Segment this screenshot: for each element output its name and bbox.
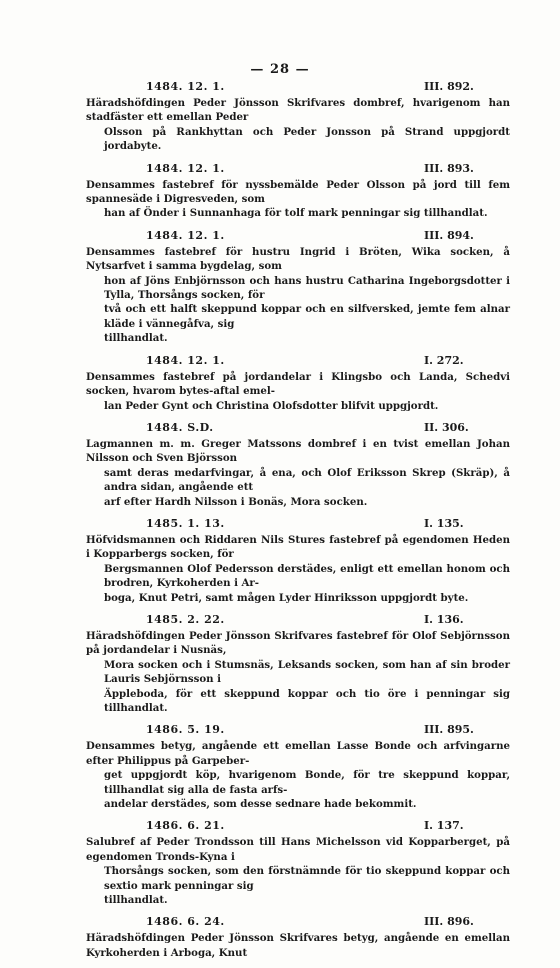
document-entry: [86, 517, 510, 605]
entry-text-line: Lagmannen m. m. Greger Matssons dombref i en tvist emellan Johan Nilsson och Sven Björsson: [86, 437, 510, 465]
entry-header: [86, 915, 510, 931]
entry-reference: II. 306.: [424, 420, 469, 434]
entry-header: [86, 723, 510, 739]
entry-header: [86, 162, 510, 178]
entry-header: [86, 80, 510, 96]
entry-text-line: arf efter Hardh Nilsson i Bonäs, Mora socken.: [104, 495, 368, 508]
entry-text-line: Densammes fastebref på jordandelar i Klingsbo och Landa, Schedvi socken, hvarom bytes-aftal emel-: [86, 370, 510, 398]
entry-text-line: Bergsmannen Olof Pedersson derstädes, enligt ett emellan honom och brodren, Kyrkoherden i Ar-: [104, 562, 510, 590]
document-entry: [86, 162, 510, 221]
entry-reference: III. 896.: [424, 915, 474, 929]
entry-text: [86, 245, 510, 346]
entry-text-line: Mora socken och i Stumsnäs, Leksands socken, som han af sin broder Lauris Sebjörnsson i: [104, 658, 510, 686]
entry-reference: I. 137.: [424, 819, 464, 833]
entry-reference: III. 892.: [424, 80, 474, 93]
entry-text-line: tillhandlat.: [104, 894, 168, 907]
document-entry: [86, 354, 510, 413]
entry-reference: III. 895.: [424, 723, 474, 737]
entry-text-line: Olsson på Rankhyttan och Peder Jonsson på Strand uppgjordt jordabyte.: [104, 125, 510, 153]
entry-text: [86, 533, 510, 605]
entry-text-line: hon af Jöns Enbjörnsson och hans hustru Catharina Ingeborgsdotter i Tylla, Thorsångs socken, för: [104, 274, 510, 302]
document-entry: [86, 421, 510, 509]
entry-text-line: Thorsångs socken, som den förstnämnde för tio skeppund koppar och sextio mark penningar sig: [104, 865, 510, 892]
entry-date: 1486. 5. 19.: [146, 723, 225, 737]
entry-reference: III. 894.: [424, 228, 474, 242]
entry-date: 1484. 12. 1.: [146, 161, 225, 175]
document-entry: [86, 80, 510, 154]
entry-header: [86, 517, 510, 533]
entry-text: [86, 437, 510, 509]
entry-text-line: två och ett halft skeppund koppar och en silfversked, jemte fem alnar kläde i vännegåfva, sig: [104, 303, 510, 330]
entry-date: 1484. 12. 1.: [146, 228, 225, 242]
entry-text: [86, 96, 510, 154]
entry-reference: I. 136.: [424, 612, 464, 626]
entry-text-line: Densammes betyg, angående ett emellan Lasse Bonde och arfvingarne efter Philippus på Garpeber-: [86, 740, 510, 767]
document-entry: [86, 723, 510, 811]
entry-text: [86, 178, 510, 221]
entry-text: [86, 931, 510, 960]
document-entry: [86, 613, 510, 715]
document-entry: [86, 229, 510, 346]
entry-text-line: samt deras medarfvingar, å ena, och Olof Eriksson Skrep (Skräp), å andra sidan, angående ett: [104, 466, 510, 494]
document-entry: [86, 915, 510, 960]
entry-text: [86, 629, 510, 715]
entry-text-line: Häradshöfdingen Peder Jönsson Skrifvares fastebref för Olof Sebjörnsson på jordandelar i Nusnäs,: [86, 629, 510, 657]
entry-text-line: Densammes fastebref för nyssbemälde Peder Olsson på jord till fem spannesäde i Digresveden, som: [86, 178, 510, 206]
entry-header: [86, 421, 510, 437]
entry-text-line: lan Peder Gynt och Christina Olofsdotter blifvit uppgjordt.: [104, 399, 439, 412]
entry-text-line: get uppgjordt köp, hvarigenom Bonde, för tre skeppund koppar, tillhandlat sig alla de fasta arfs-: [104, 769, 510, 796]
entry-text: [86, 835, 510, 907]
entry-header: [86, 819, 510, 835]
entry-header: [86, 613, 510, 629]
entry-text-line: Salubref af Peder Trondsson till Hans Michelsson vid Kopparberget, på egendomen Tronds-Kyna i: [86, 836, 510, 863]
entry-text-line: Äppleboda, för ett skeppund koppar och tio öre i penningar sig tillhandlat.: [104, 687, 510, 714]
entry-date: 1484. 12. 1.: [146, 353, 225, 367]
entry-reference: I. 272.: [424, 353, 464, 367]
entry-text-line: Häradshöfdingen Peder Jönsson Skrifvares betyg, angående en emellan Kyrkoherden i Arboga, Knut: [86, 932, 510, 959]
entry-date: 1484. 12. 1.: [146, 80, 225, 93]
entry-text: [86, 370, 510, 413]
entry-date: 1484. S.D.: [146, 420, 214, 434]
entry-header: [86, 229, 510, 245]
document-entry: [86, 819, 510, 907]
entry-reference: I. 135.: [424, 516, 464, 530]
entry-text-line: Häradshöfdingen Peder Jönsson Skrifvares dombref, hvarigenom han stadfäster ett emellan Peder: [86, 97, 510, 124]
entry-header: [86, 354, 510, 370]
entry-date: 1485. 2. 22.: [146, 612, 225, 626]
entry-text-line: Höfvidsmannen och Riddaren Nils Stures fastebref på egendomen Heden i Kopparbergs socken, för: [86, 533, 510, 561]
entry-text-line: Densammes fastebref för hustru Ingrid i Bröten, Wika socken, å Nytsarfvet i samma bygdelag, som: [86, 245, 510, 273]
entry-text-line: andelar derstädes, som desse sednare hade bekommit.: [104, 798, 417, 811]
entry-text-line: tillhandlat.: [104, 332, 168, 345]
entry-date: 1486. 6. 21.: [146, 819, 225, 833]
entry-reference: III. 893.: [424, 161, 474, 175]
page-number: — 28 —: [250, 62, 310, 77]
entry-text-line: han af Önder i Sunnanhaga för tolf mark penningar sig tillhandlat.: [104, 207, 488, 220]
entry-date: 1485. 1. 13.: [146, 516, 225, 530]
document-entries: [86, 80, 510, 968]
entry-text: [86, 739, 510, 811]
entry-text-line: boga, Knut Petri, samt mågen Lyder Hinriksson uppgjordt byte.: [104, 591, 469, 604]
entry-date: 1486. 6. 24.: [146, 915, 225, 929]
